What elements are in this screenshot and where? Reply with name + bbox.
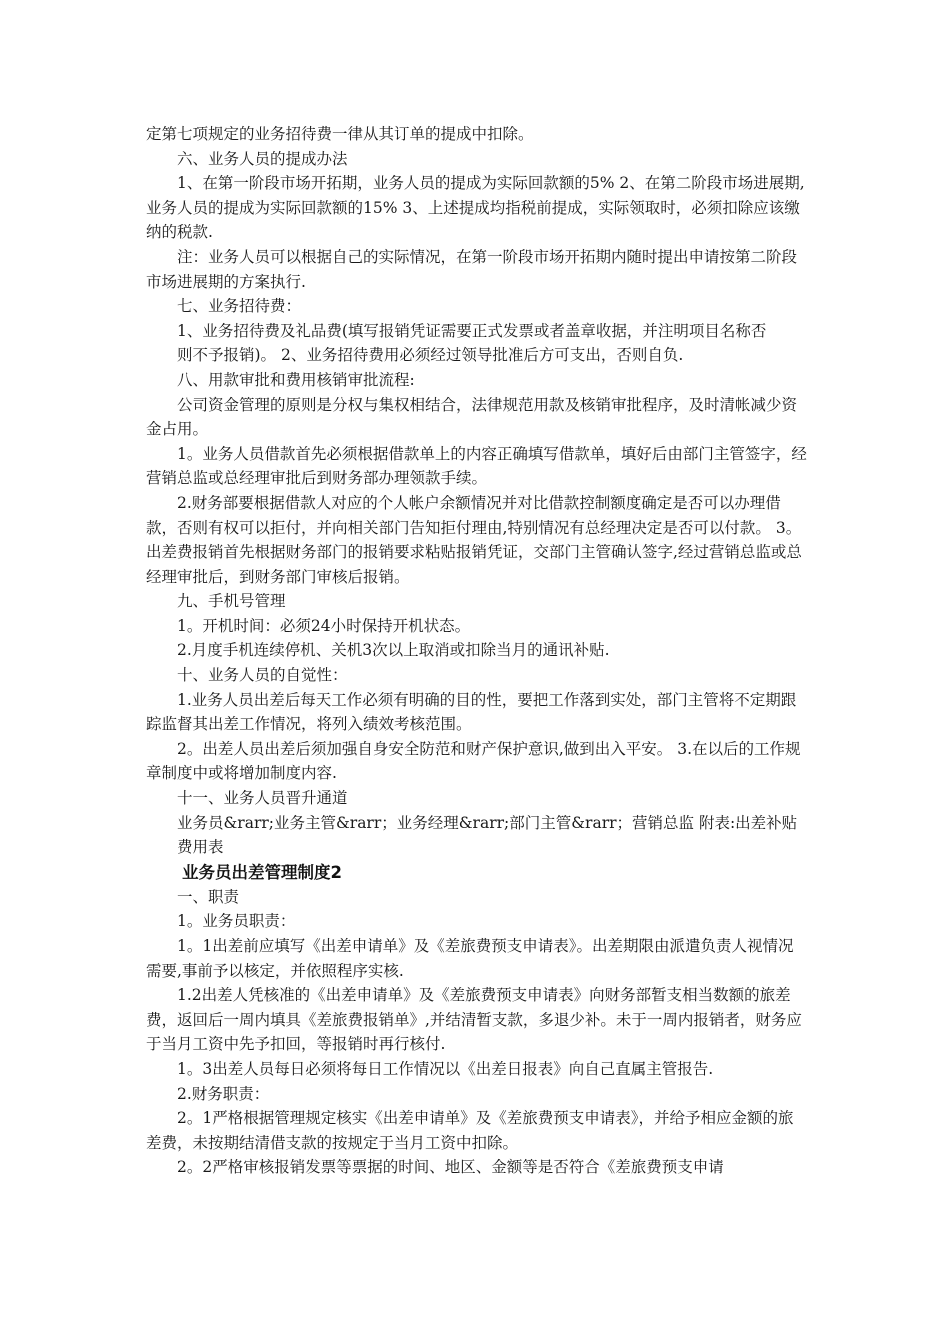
section-heading: 1。业务员职责： [177,912,296,931]
section-heading: 八、用款审批和费用核销审批流程: [177,370,415,389]
section-heading: 十一、业务人员晋升通道 [177,789,348,808]
paragraph: 公司资金管理的原则是分权与集权相结合，法律规范用款及核销审批程序，及时清帐减少资金占用。 [146,395,798,439]
section-heading: 七、业务招待费： [177,297,302,316]
paragraph: 2。出差人员出差后须加强自身安全防范和财产保护意识,做到出入平安。 3.在以后的工作规章制度中或将增加制度内容. [146,739,801,783]
paragraph: 1.2出差人凭核准的《出差申请单》及《差旅费预支申请表》向财务部暂支相当数额的旅差费，返回后一周内填具《差旅费报销单》,并结清暂支款，多退少补。未于一周内报销者，财务应于当月工资中先予扣回，等报销时再行核付. [146,986,802,1054]
document-body [146,122,808,1180]
paragraph: 则不予报销)。 2、业务招待费用必须经过领导批准后方可支出，否则自负. [177,346,684,365]
paragraph: 1。开机时间：必须24小时保持开机状态。 [177,616,471,635]
section-heading: 十、业务人员的自觉性： [177,666,348,685]
paragraph: 2。2严格审核报销发票等票据的时间、地区、金额等是否符合《差旅费预支申请 [177,1158,724,1177]
paragraph: 1。业务人员借款首先必须根据借款单上的内容正确填写借款单，填好后由部门主管签字，经营销总监或总经理审批后到财务部办理领款手续。 [146,444,807,488]
section-heading: 六、业务人员的提成办法 [177,149,348,168]
section-heading: 一、职责 [177,887,240,906]
paragraph: 2.月度手机连续停机、关机3次以上取消或扣除当月的通讯补贴. [177,641,610,660]
section-heading: 九、手机号管理 [177,592,286,611]
paragraph: 1、业务招待费及礼品费(填写报销凭证需要正式发票或者盖章收据，并注明项目名称否 [177,321,767,340]
section-heading: 2.财务职责： [177,1084,270,1103]
paragraph: 1.业务人员出差后每天工作必须有明确的目的性，要把工作落到实处，部门主管将不定期跟踪监督其出差工作情况，将列入绩效考核范围。 [146,690,797,734]
paragraph: 1。1出差前应填写《出差申请单》及《差旅费预支申请表》。出差期限由派遣负责人视情况需要,事前予以核定，并依照程序实核. [146,937,794,980]
paragraph: 业务员&rarr;业务主管&rarr；业务经理&rarr;部门主管&rarr；营销总监 附表:出差补贴费用表 [177,813,798,857]
document-section-title: 业务员出差管理制度2 [182,862,342,882]
paragraph: 2。1严格根据管理规定核实《出差申请单》及《差旅费预支申请表》，并给予相应金额的旅差费，未按期结清借支款的按规定于当月工资中扣除。 [146,1109,794,1152]
paragraph: 定第七项规定的业务招待费一律从其订单的提成中扣除。 [146,125,534,143]
paragraph: 2.财务部要根据借款人对应的个人帐户余额情况并对比借款控制额度确定是否可以办理借款，否则有权可以拒付，并向相关部门告知拒付理由,特别情况有总经理决定是否可以付款。 3。出差费报销首先根据财务部门的报销要求粘贴报销凭证，交部门主管确认签字,经过营销总监或总经理审批后，到财务部门审核后报销。 [146,493,802,586]
paragraph: 1。3出差人员每日必须将每日工作情况以《出差日报表》向自己直属主管报告. [177,1059,714,1078]
paragraph: 1、在第一阶段市场开拓期，业务人员的提成为实际回款额的5% 2、在第二阶段市场进展期,业务人员的提成为实际回款额的15% 3、上述提成均指税前提成，实际领取时，必须扣除应该缴纳的税款. [146,174,805,242]
note-paragraph: 注：业务人员可以根据自己的实际情况，在第一阶段市场开拓期内随时提出申请按第二阶段市场进展期的方案执行. [146,247,798,291]
